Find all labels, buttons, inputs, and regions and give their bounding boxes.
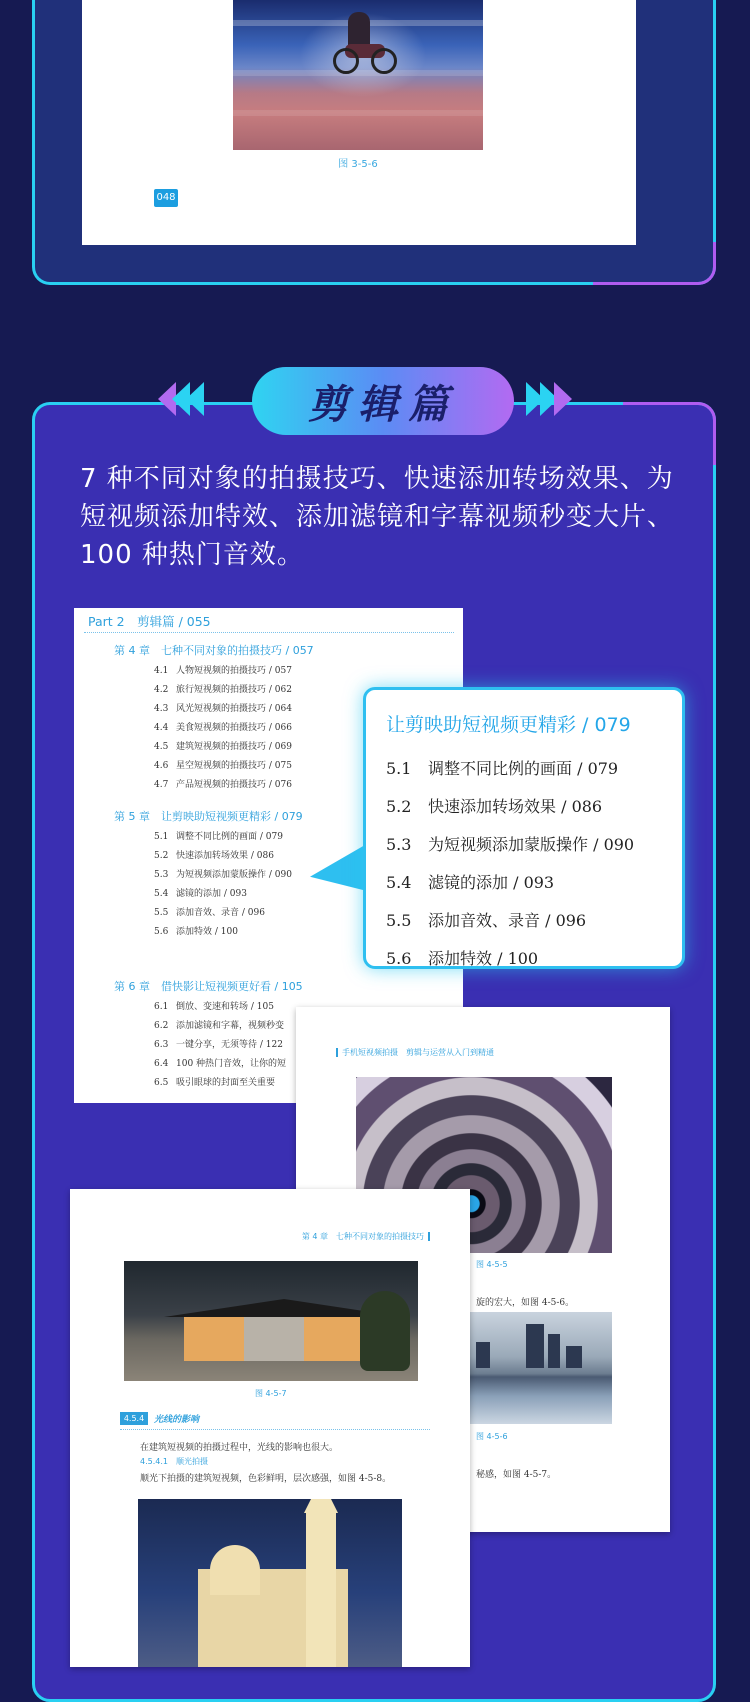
- callout-item: 5.5 添加音效、录音 / 096: [386, 911, 587, 930]
- sample-page-architecture: [70, 1189, 470, 1667]
- church-photo: [138, 1499, 402, 1667]
- house-photo: [124, 1261, 418, 1381]
- page-running-header: 第 4 章 七种不同对象的拍摄技巧: [302, 1231, 430, 1242]
- toc-item: 6.3 一键分享，无须等待 / 122: [154, 1040, 283, 1050]
- callout-title: 让剪映助短视频更精彩 / 079: [386, 714, 631, 736]
- callout-item: 5.4 滤镜的添加 / 093: [386, 873, 555, 892]
- toc-part-title: Part 2 剪辑篇 / 055: [88, 614, 211, 629]
- body-text: 旋的宏大，如图 4-5-6。: [476, 1298, 575, 1308]
- toc-item: 5.2 快速添加转场效果 / 086: [154, 851, 274, 861]
- toc-item: 4.1 人物短视频的拍摄技巧 / 057: [154, 666, 292, 676]
- body-text: 顺光下拍摄的建筑短视频，色彩鲜明，层次感强，如图 4-5-8。: [140, 1474, 392, 1484]
- section-title: 剪辑篇: [308, 380, 458, 428]
- toc-item: 5.5 添加音效、录音 / 096: [154, 908, 265, 918]
- toc-item: 4.6 星空短视频的拍摄技巧 / 075: [154, 761, 292, 771]
- figure-caption: 图 4-5-7: [255, 1389, 287, 1398]
- toc-item: 6.2 添加滤镜和字幕，视频秒变: [154, 1021, 285, 1031]
- toc-item: 4.5 建筑短视频的拍摄技巧 / 069: [154, 742, 292, 752]
- left-chevrons-icon: [158, 382, 208, 422]
- toc-divider: [84, 632, 454, 633]
- right-chevrons-icon: [530, 382, 580, 422]
- callout-item: 5.6 添加特效 / 100: [386, 949, 539, 968]
- toc-item: 4.4 美食短视频的拍摄技巧 / 066: [154, 723, 292, 733]
- toc-item: 6.5 吸引眼球的封面至关重要: [154, 1078, 276, 1088]
- section-title-pill: [252, 367, 514, 435]
- toc-item: 5.1 调整不同比例的画面 / 079: [154, 832, 283, 842]
- toc-item: 6.4 100 种热门音效，让你的短: [154, 1059, 287, 1069]
- section-number-badge: 4.5.4: [120, 1412, 148, 1425]
- section-divider: [120, 1429, 430, 1430]
- city-skyline-photo: [466, 1312, 612, 1424]
- toc-chapter-title: 第 4 章 七种不同对象的拍摄技巧 / 057: [114, 644, 314, 657]
- toc-item: 6.1 倒放、变速和转场 / 105: [154, 1002, 274, 1012]
- toc-item: 4.7 产品短视频的拍摄技巧 / 076: [154, 780, 292, 790]
- toc-item: 5.4 滤镜的添加 / 093: [154, 889, 247, 899]
- toc-chapter-title: 第 6 章 借快影让短视频更好看 / 105: [114, 980, 303, 993]
- figure-caption: 图 4-5-6: [476, 1432, 508, 1441]
- figure-caption: 图 3-5-6: [338, 159, 378, 170]
- body-text: 在建筑短视频的拍摄过程中，光线的影响也很大。: [140, 1443, 339, 1453]
- toc-item: 4.3 风光短视频的拍摄技巧 / 064: [154, 704, 292, 714]
- callout-item: 5.1 调整不同比例的画面 / 079: [386, 759, 619, 778]
- motorcycle-photo: [233, 0, 483, 150]
- callout-item: 5.2 快速添加转场效果 / 086: [386, 797, 603, 816]
- figure-caption: 图 4-5-5: [476, 1260, 508, 1269]
- page-number-badge: 048: [154, 189, 178, 207]
- body-text: 秘感，如图 4-5-7。: [476, 1470, 557, 1480]
- toc-item: 4.2 旅行短视频的拍摄技巧 / 062: [154, 685, 292, 695]
- section-heading: 光线的影响: [154, 1415, 200, 1425]
- toc-item: 5.6 添加特效 / 100: [154, 927, 238, 937]
- chapter-callout: [363, 687, 685, 969]
- toc-chapter-title: 第 5 章 让剪映助短视频更精彩 / 079: [114, 810, 303, 823]
- page-running-header: 手机短视频拍摄 剪辑与运营从入门到精通: [336, 1047, 494, 1058]
- subsection-heading: 4.5.4.1 顺光拍摄: [140, 1457, 208, 1466]
- toc-item: 5.3 为短视频添加蒙版操作 / 090: [154, 870, 292, 880]
- section-description: 7 种不同对象的拍摄技巧、快速添加转场效果、为短视频添加特效、添加滤镜和字幕视频秒变大片、100 种热门音效。: [80, 464, 675, 570]
- callout-item: 5.3 为短视频添加蒙版操作 / 090: [386, 835, 635, 854]
